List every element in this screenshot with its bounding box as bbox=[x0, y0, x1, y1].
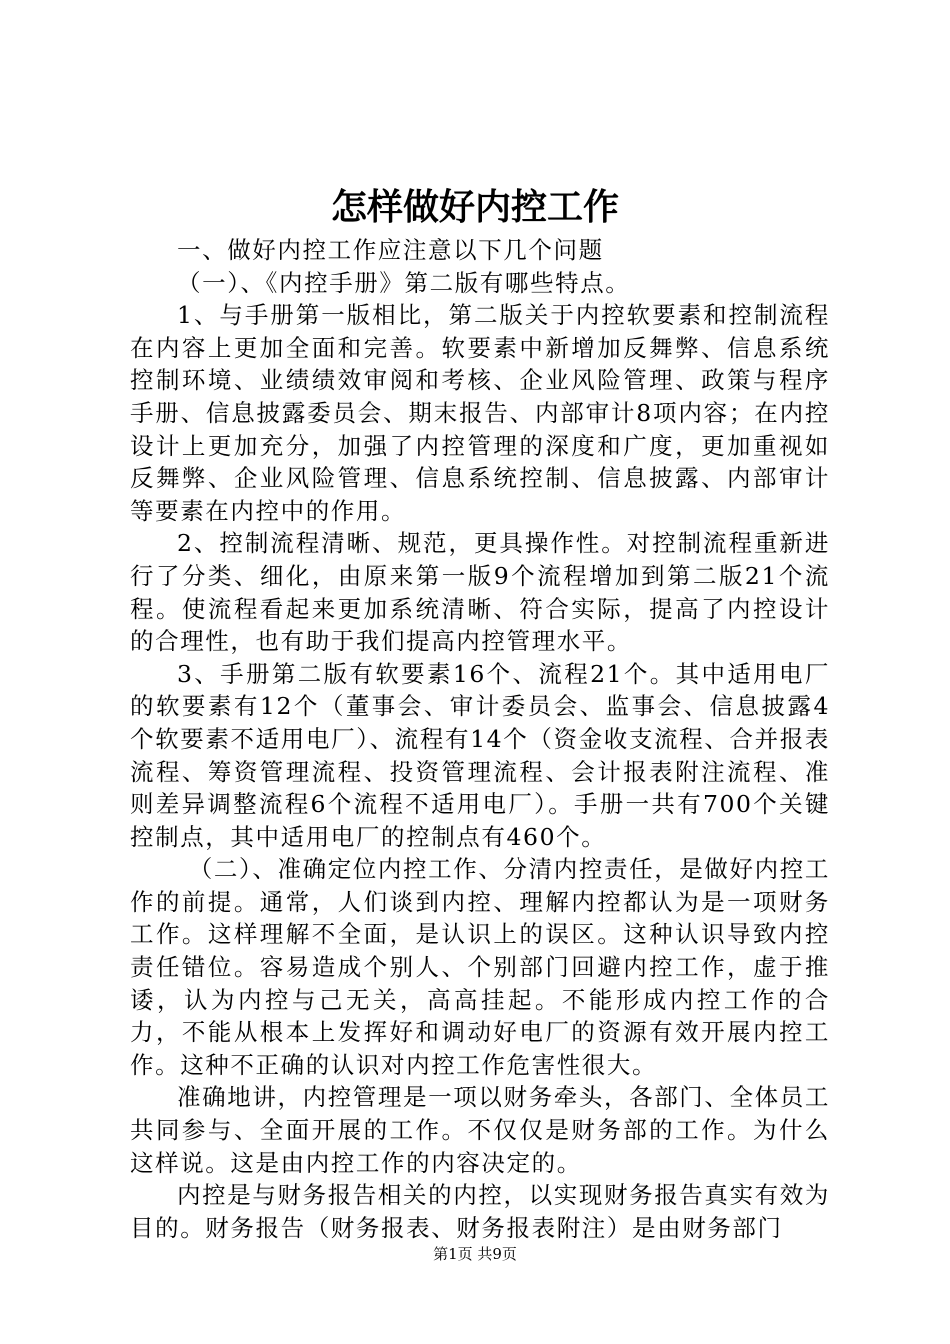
paragraph-point-1: 1、与手册第一版相比，第二版关于内控软要素和控制流程在内容上更加全面和完善。软要素中新增加反舞弊、信息系统控制环境、业绩绩效审阅和考核、企业风险管理、政策与程序手册、信息披露委员会、期末报告、内部审计8项内容；在内控设计上更加充分，加强了内控管理的深度和广度，更加重视如反舞弊、企业风险管理、信息系统控制、信息披露、内部审计等要素在内控中的作用。 bbox=[130, 301, 830, 525]
subsection-heading: （一）、《内控手册》第二版有哪些特点。 bbox=[177, 268, 631, 297]
page-footer: 第1页 共9页 bbox=[433, 1245, 517, 1263]
section-heading: 一、做好内控工作应注意以下几个问题 bbox=[177, 236, 604, 264]
document-title: 怎样做好内控工作 bbox=[330, 187, 619, 228]
paragraph-accurate: 准确地讲，内控管理是一项以财务牵头，各部门、全体员工共同参与、全面开展的工作。不仅仅是财务部的工作。为什么这样说。这是由内控工作的内容决定的。 bbox=[130, 1083, 830, 1177]
document-body bbox=[130, 234, 830, 1244]
subsection-two-paragraph: （二）、准确定位内控工作、分清内控责任，是做好内控工作的前提。通常，人们谈到内控、理解内控都认为是一项财务工作。这样理解不全面，是认识上的误区。这种认识导致内控责任错位。容易造成个别人、个别部门回避内控工作，虚于推诿，认为内控与己无关，高高挂起。不能形成内控工作的合力，不能从根本上发挥好和调动好电厂的资源有效开展内控工作。这种不正确的认识对内控工作危害性很大。 bbox=[130, 855, 830, 1079]
paragraph-point-2: 2、控制流程清晰、规范，更具操作性。对控制流程重新进行了分类、细化，由原来第一版9个流程增加到第二版21个流程。使流程看起来更加系统清晰、符合实际，提高了内控设计的合理性，也有助于我们提高内控管理水平。 bbox=[130, 529, 830, 656]
paragraph-internal-control: 内控是与财务报告相关的内控，以实现财务报告真实有效为目的。财务报告（财务报表、财务报表附注）是由财务部门 bbox=[130, 1181, 830, 1242]
paragraph-point-3: 3、手册第二版有软要素16个、流程21个。其中适用电厂的软要素有12个（董事会、审计委员会、监事会、信息披露4个软要素不适用电厂）、流程有14个（资金收支流程、合并报表流程、筹资管理流程、投资管理流程、会计报表附注流程、准则差异调整流程6个流程不适用电厂）。手册一共有700个关键控制点，其中适用电厂的控制点有460个。 bbox=[130, 659, 830, 851]
